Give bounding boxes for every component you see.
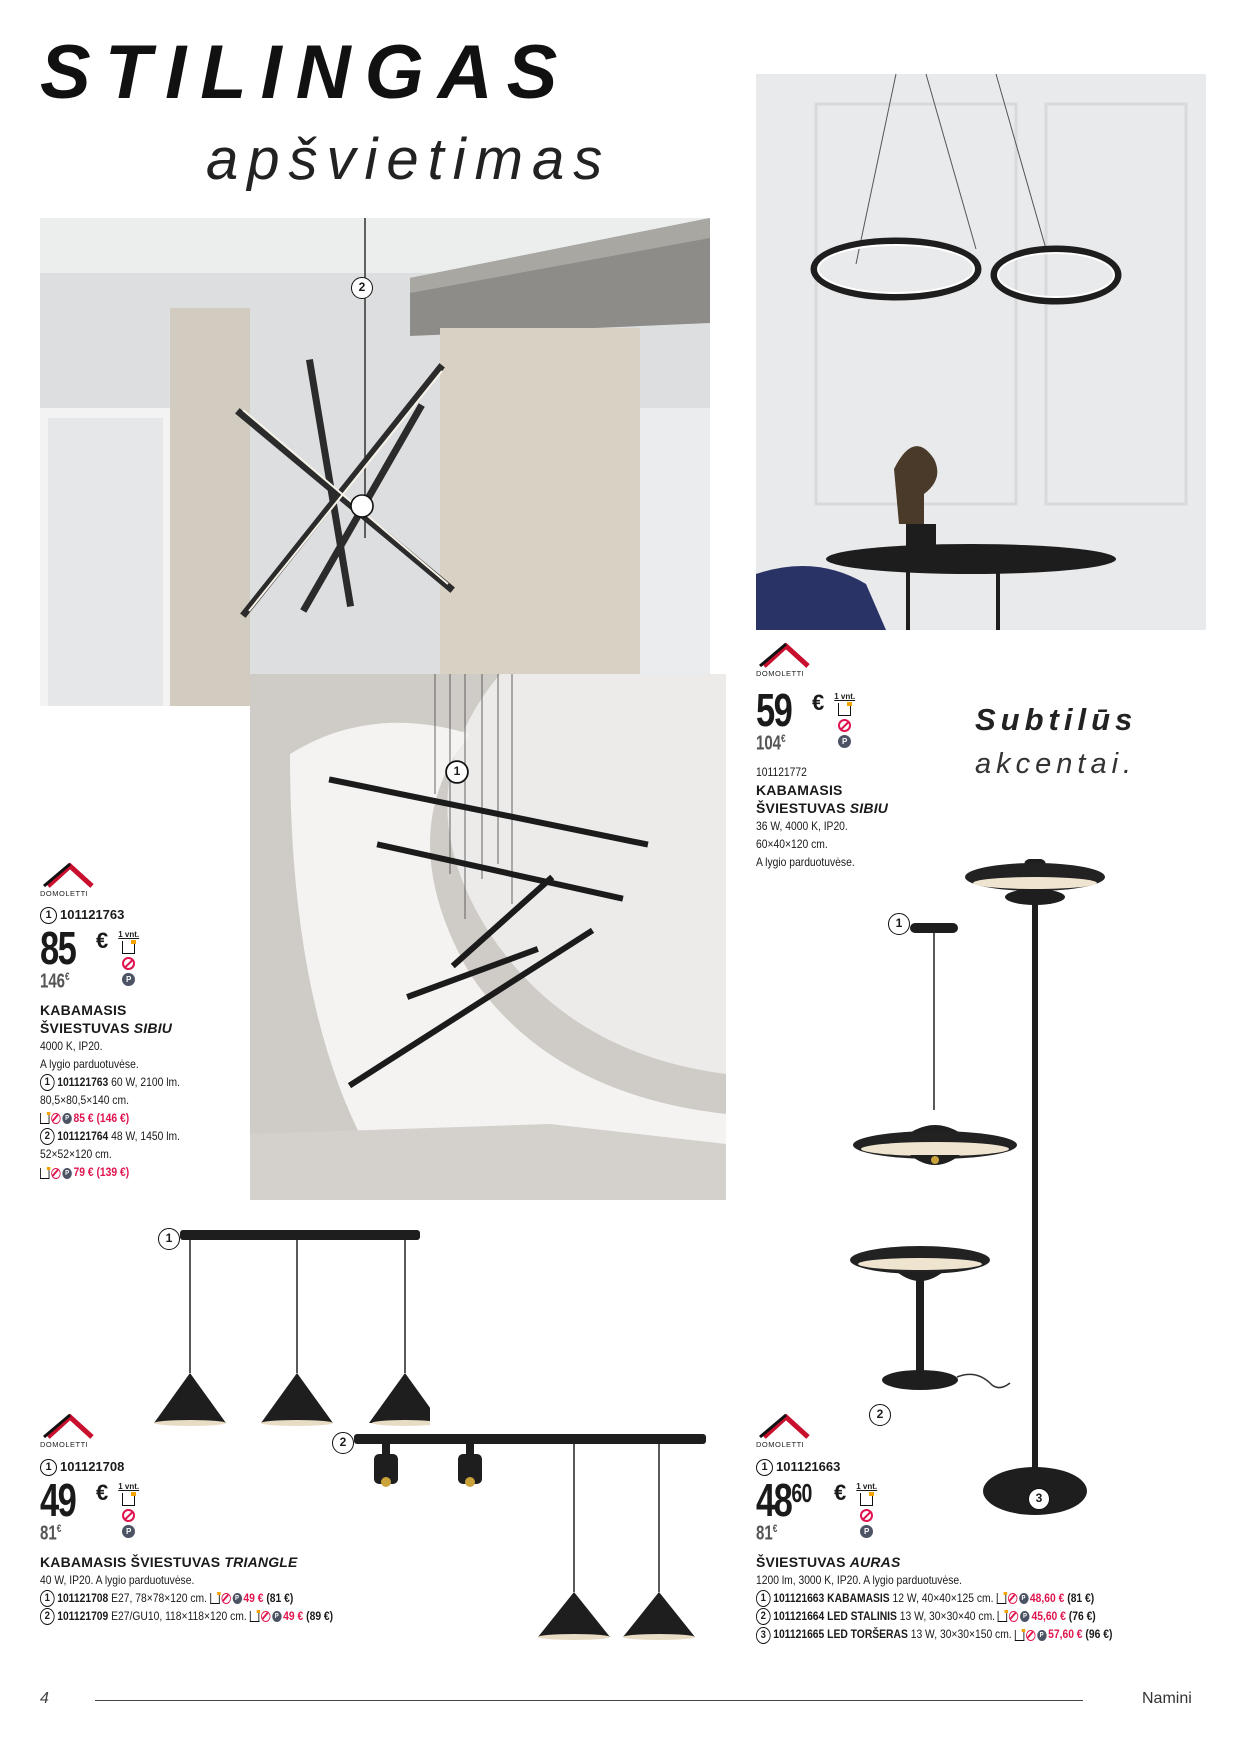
auras-lamps-image bbox=[835, 855, 1165, 1535]
product-sibiu-ring bbox=[756, 684, 956, 871]
availability-icons: 1 vnt. P bbox=[856, 1482, 878, 1537]
price-row bbox=[756, 684, 956, 755]
callout-2-auras-table: 2 bbox=[869, 1404, 891, 1426]
triangle-3-lamps-image bbox=[150, 1228, 430, 1428]
p-badge-icon: P bbox=[122, 973, 135, 986]
callout-2-triangle: 2 bbox=[332, 1432, 354, 1454]
package-icon bbox=[860, 1493, 873, 1506]
old-price: 81€ bbox=[756, 1522, 778, 1545]
brand-logo bbox=[40, 1413, 102, 1449]
brand-name: DOMOLETTI bbox=[756, 1440, 805, 1449]
brand-name: DOMOLETTI bbox=[40, 889, 89, 898]
package-icon bbox=[838, 703, 851, 716]
availability-icons: 1 vnt. P bbox=[118, 1482, 140, 1537]
staircase-photo-sibiu bbox=[250, 674, 726, 1200]
no-discount-icon bbox=[122, 957, 135, 970]
product-description: 4000 K, IP20. A lygio parduotuvėse. 1 101121763 60 W, 2100 lm. 80,5×80,5×140 cm. P 85 € (146 €) 2 101121764 48 W, 1450 lm. 52×52×120 cm. P 79 € (139 €) bbox=[40, 1038, 181, 1180]
product-title: ŠVIESTUVAS AURAS bbox=[756, 1553, 901, 1570]
product-code: 1 101121763 bbox=[40, 907, 260, 924]
p-badge-icon: P bbox=[122, 1525, 135, 1538]
callout-2-cross-lamp: 2 bbox=[351, 277, 373, 299]
package-icon bbox=[122, 1493, 135, 1506]
product-code: 1 101121708 bbox=[40, 1459, 460, 1476]
brand-logo bbox=[756, 1413, 818, 1449]
footer-label: Namini bbox=[1142, 1690, 1192, 1707]
tagline-line2: akcentai. bbox=[975, 748, 1137, 780]
product-sibiu-multi bbox=[40, 903, 260, 1181]
product-triangle bbox=[40, 1455, 460, 1625]
euro-sign: € bbox=[96, 1480, 109, 1506]
euro-sign: € bbox=[96, 928, 109, 954]
price: 85 bbox=[40, 922, 76, 975]
price-row bbox=[40, 922, 260, 993]
p-badge-icon: P bbox=[838, 735, 851, 748]
no-discount-icon bbox=[860, 1509, 873, 1522]
page-number: 4 bbox=[40, 1690, 49, 1707]
no-discount-icon bbox=[838, 719, 851, 732]
availability-icons: 1 vnt. P bbox=[118, 930, 140, 985]
footer-divider bbox=[95, 1700, 1083, 1701]
price-row bbox=[756, 1474, 1226, 1545]
price-row bbox=[40, 1474, 460, 1545]
dining-photo-ring-lamp bbox=[756, 74, 1206, 630]
callout-1-triangle: 1 bbox=[158, 1228, 180, 1250]
callout-3-auras-floor: 3 bbox=[1028, 1488, 1050, 1510]
product-code: 1 101121663 bbox=[756, 1459, 1226, 1476]
product-description: 36 W, 4000 K, IP20. 60×40×120 cm. A lygio parduotuvėse. bbox=[756, 818, 855, 869]
product-auras bbox=[756, 1455, 1226, 1644]
brand-name: DOMOLETTI bbox=[756, 669, 805, 678]
availability-icons: 1 vnt. P bbox=[834, 692, 856, 746]
p-badge-icon: P bbox=[860, 1525, 873, 1538]
room-photo-cross-lamp bbox=[40, 218, 710, 706]
product-title: KABAMASIS ŠVIESTUVAS SIBIU bbox=[756, 781, 889, 816]
price: 49 bbox=[40, 1474, 76, 1527]
product-description: 40 W, IP20. A lygio parduotuvėse. 1 101121708 E27, 78×78×120 cm. P 49 € (81 €) 2 101121709 E27/GU10, 118×118×120 cm. P 49 € (89 €) bbox=[40, 1571, 401, 1626]
callout-1-auras-pendant: 1 bbox=[888, 913, 910, 935]
product-title: KABAMASIS ŠVIESTUVAS SIBIU bbox=[40, 1001, 173, 1036]
price: 59 bbox=[756, 684, 792, 736]
product-code: 101121772 bbox=[756, 764, 807, 779]
old-price: 81€ bbox=[40, 1522, 62, 1545]
product-title: KABAMASIS ŠVIESTUVAS TRIANGLE bbox=[40, 1553, 298, 1570]
euro-sign: € bbox=[812, 690, 825, 715]
no-discount-icon bbox=[122, 1509, 135, 1522]
euro-sign: € bbox=[834, 1480, 847, 1506]
brand-logo bbox=[756, 642, 818, 678]
brand-logo bbox=[40, 862, 102, 898]
page-subtitle: apšvietimas bbox=[206, 127, 612, 192]
package-icon bbox=[122, 941, 135, 954]
brand-name: DOMOLETTI bbox=[40, 1440, 89, 1449]
page-title: STILINGAS bbox=[40, 30, 572, 115]
product-description: 1200 lm, 3000 K, IP20. A lygio parduotuvėse. 1 101121663 KABAMASIS 12 W, 40×40×125 cm. P 48,60 € (81 €) 2 101121664 LED STALINIS 13 W, 30×30×40 cm. P 45,60 € (76 €) 3 101121665 LED TORŠERAS 13 W, 30×30×150 cm. P 57,60 € (96 €) bbox=[756, 1571, 1160, 1644]
old-price: 104€ bbox=[756, 732, 786, 755]
tagline-line1: Subtilūs bbox=[975, 702, 1138, 737]
price: $48^{60}$ bbox=[756, 1474, 812, 1527]
old-price: 146€ bbox=[40, 970, 70, 993]
callout-1-staircase: 1 bbox=[446, 761, 468, 783]
